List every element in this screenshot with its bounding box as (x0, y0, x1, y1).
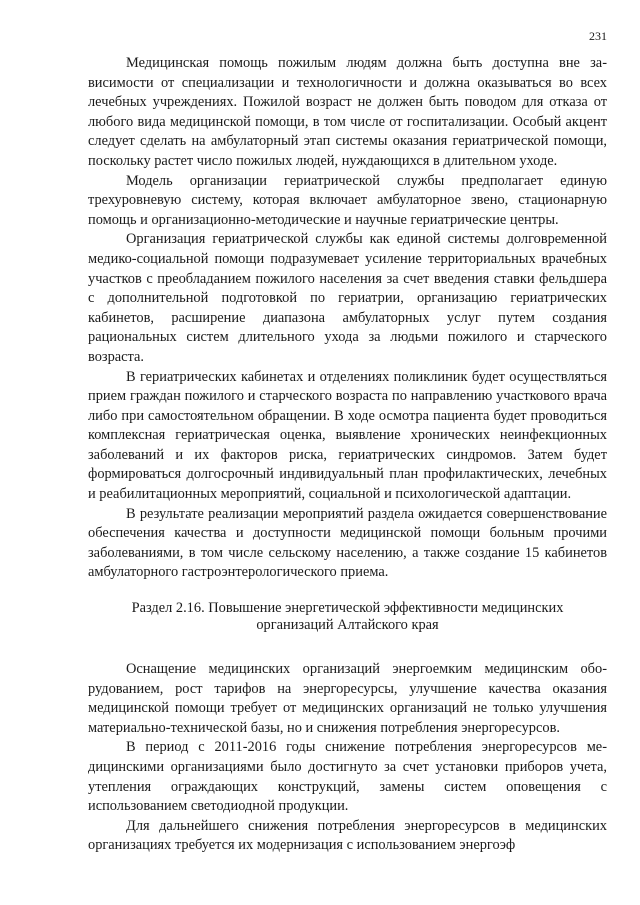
paragraph-service-model: Модель организации гериатрической службы предполагает единую трехуровневую систему, которая включает амбулаторное звено, стационарную помощь и организационно-методические и научные гериатрические центры. (88, 172, 607, 228)
section-heading-line-1: Раздел 2.16. Повышение энергетической эффективности медицинских (131, 600, 564, 617)
section-heading (88, 600, 607, 634)
paragraph-section-results: В результате реализации мероприятий раздела ожидается совершенствование обеспечения качества и доступности медицинской помощи больным прочими заболеваниями, в том числе сельскому населению, а также создание 15 кабинетов амбулаторного гастроэнтерологического приема. (88, 505, 607, 581)
paragraph-geriatric-offices: В гериатрических кабинетах и отделениях поликлиник будет осуществляться прием граждан пожилого и старческого возраста по направлению участкового врача либо при самостоятельном обращении. В ходе осмотра пациента будет проводиться комплексная гериатрическая оценка, выявление хронических неинфекционных заболеваний и их факторов риска, гериатрических синдромов. Затем будет формироваться долгосрочный индивидуальный план профилактических, лечебных и реабилитационных мероприятий, социальной и психологической адаптации. (88, 368, 607, 503)
page-number: 231 (589, 29, 607, 43)
paragraph-energy-equipment: Оснащение медицинских организаций энергоемким медицинским оборудованием, рост тарифов на энергоресурсы, улучшение качества оказания медицинской помощи требует от медицинских организаций не только улучшения материально-технической базы, но и снижения потребления энергоресурсов. (88, 661, 607, 736)
paragraph-service-organization: Организация гериатрической службы как единой системы долговременной медико-социальной помощи подразумевает усиление территориальных врачебных участков с преобладанием пожилого населения за счет введения ставки фельдшера с дополнительной подготовкой по гериатрии, организацию гериатрических кабинетов, расширение диапазона амбулаторных услуг путем создания рациональных систем длительного ухода за людьми пожилого и старческого возраста. (88, 231, 607, 365)
paragraph-geriatric-access: Медицинская помощь пожилым людям должна быть доступна вне зависимости от специализации и технологичности и должна оказываться во всех лечебных учреждениях. Пожилой возраст не должен быть поводом для отказа от любого вида медицинской помощи, в том числе от госпитализации. Особый акцент следует сделать на амбулаторный этап системы оказания гериатрической помощи, поскольку растет число пожилых людей, нуждающихся в длительном уходе. (88, 55, 607, 169)
paragraph-energy-period: В период с 2011-2016 годы снижение потребления энергоресурсов медицинскими организациями было достигнуто за счет установки приборов учета, утепления ограждающих конструкций, замены систем оповещения с использованием светодиодной продукции. (88, 739, 607, 815)
section-heading-line-2: организаций Алтайского края (256, 617, 439, 634)
page-body (88, 54, 607, 856)
paragraph-energy-modernization: Для дальнейшего снижения потребления энергоресурсов в медицинских организациях требуется их модернизация с использованием энергоэф (88, 817, 607, 854)
